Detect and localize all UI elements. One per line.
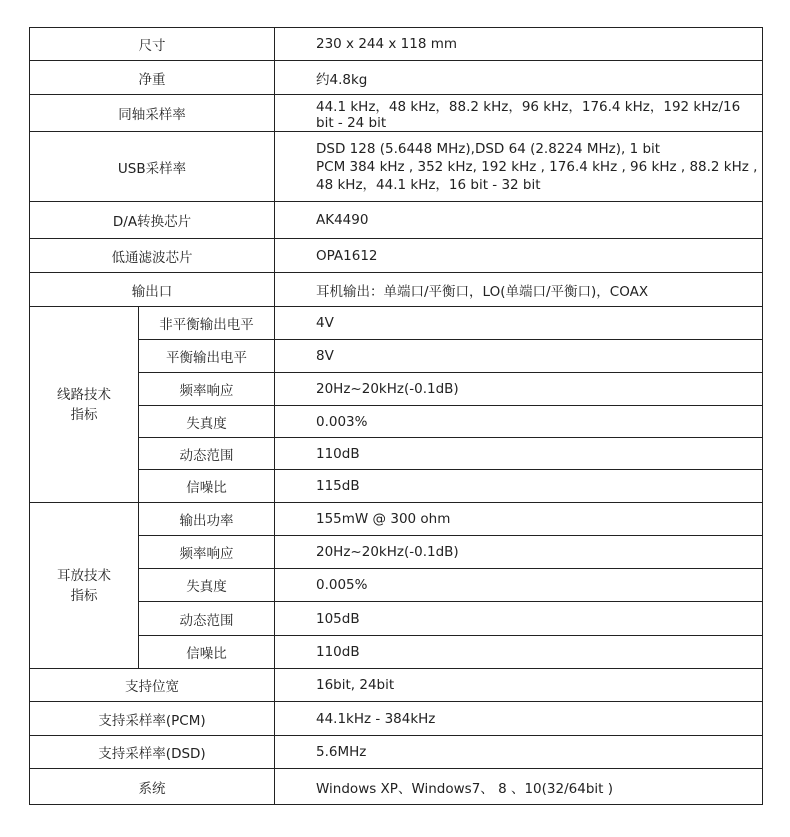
table-row (30, 273, 763, 307)
spec-value: AK4490 (275, 202, 763, 239)
spec-label: 失真度 (139, 406, 275, 438)
spec-label: USB采样率 (30, 132, 275, 202)
spec-label: 支持位宽 (30, 669, 275, 702)
spec-value: Windows XP、Windows7、 8 、10(32/64bit ) (275, 769, 763, 805)
spec-value: 8V (275, 340, 763, 373)
spec-value: 110dB (275, 636, 763, 669)
spec-table (29, 27, 763, 805)
table-row (30, 702, 763, 736)
group-label-line: 耳放技术 (57, 567, 111, 584)
spec-value-line: 48 kHz，44.1 kHz，16 bit - 32 bit (316, 176, 541, 193)
spec-value: 20Hz~20kHz(-0.1dB) (275, 536, 763, 569)
spec-label: 低通滤波芯片 (30, 239, 275, 273)
spec-label: 尺寸 (30, 28, 275, 61)
table-row (30, 132, 763, 202)
spec-value-line: PCM 384 kHz , 352 kHz, 192 kHz , 176.4 kHz , 96 kHz , 88.2 kHz , (316, 158, 758, 175)
group-label-line: 指标 (70, 406, 98, 423)
spec-value: 44.1 kHz，48 kHz，88.2 kHz，96 kHz，176.4 kHz，192 kHz/16 bit - 24 bit (275, 95, 763, 132)
spec-value: OPA1612 (275, 239, 763, 273)
spec-label: D/A转换芯片 (30, 202, 275, 239)
group-label-line-specs (30, 307, 139, 503)
group-label-line: 线路技术 (57, 386, 111, 403)
spec-value: 耳机输出：单端口/平衡口，LO(单端口/平衡口)，COAX (275, 273, 763, 307)
spec-label: 平衡输出电平 (139, 340, 275, 373)
table-row (30, 503, 763, 536)
spec-label: 输出功率 (139, 503, 275, 536)
spec-label: 同轴采样率 (30, 95, 275, 132)
spec-label: 支持采样率(DSD) (30, 736, 275, 769)
table-row (30, 202, 763, 239)
spec-label: 频率响应 (139, 373, 275, 406)
table-row (30, 769, 763, 805)
spec-value: 230 x 244 x 118 mm (275, 28, 763, 61)
spec-value: 44.1kHz - 384kHz (275, 702, 763, 736)
table-row (30, 470, 763, 503)
table-row (30, 28, 763, 61)
table-row (30, 438, 763, 470)
table-row (30, 239, 763, 273)
spec-value: 110dB (275, 438, 763, 470)
spec-value: 105dB (275, 602, 763, 636)
spec-value: 16bit, 24bit (275, 669, 763, 702)
table-row (30, 373, 763, 406)
spec-label: 频率响应 (139, 536, 275, 569)
spec-value: 4V (275, 307, 763, 340)
spec-label: 支持采样率(PCM) (30, 702, 275, 736)
spec-label: 输出口 (30, 273, 275, 307)
table-row (30, 602, 763, 636)
table-row (30, 61, 763, 95)
table-row (30, 636, 763, 669)
spec-value: 5.6MHz (275, 736, 763, 769)
table-row (30, 95, 763, 132)
spec-label: 净重 (30, 61, 275, 95)
table-row (30, 340, 763, 373)
spec-value: 155mW @ 300 ohm (275, 503, 763, 536)
table-row (30, 569, 763, 602)
spec-value: 0.003% (275, 406, 763, 438)
table-row (30, 736, 763, 769)
spec-value-multiline (275, 132, 763, 202)
spec-label: 信噪比 (139, 470, 275, 503)
spec-label: 非平衡输出电平 (139, 307, 275, 340)
spec-value: 0.005% (275, 569, 763, 602)
spec-value-line: DSD 128 (5.6448 MHz),DSD 64 (2.8224 MHz), 1 bit (316, 140, 661, 157)
table-row (30, 536, 763, 569)
spec-label: 动态范围 (139, 602, 275, 636)
group-label-headphone-specs (30, 503, 139, 669)
spec-value: 20Hz~20kHz(-0.1dB) (275, 373, 763, 406)
table-row (30, 307, 763, 340)
table-row (30, 406, 763, 438)
spec-label: 信噪比 (139, 636, 275, 669)
spec-label: 系统 (30, 769, 275, 805)
spec-label: 失真度 (139, 569, 275, 602)
table-row (30, 669, 763, 702)
spec-value: 115dB (275, 470, 763, 503)
spec-value: 约4.8kg (275, 61, 763, 95)
spec-label: 动态范围 (139, 438, 275, 470)
group-label-line: 指标 (70, 587, 98, 604)
